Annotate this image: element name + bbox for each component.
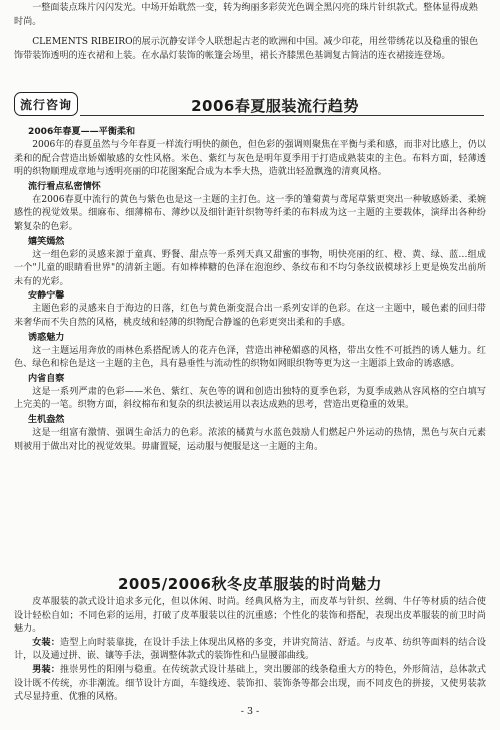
article1-subheading-4: 诱惑魅力 <box>28 332 65 343</box>
article2-title: 2005/2006秋冬皮革服装的时尚魅力 <box>118 575 382 593</box>
article1-paragraph-3: 主题色彩的灵感来自于海边的日落，红色与黄色渐变混合出一系列安详的色彩。在这一主题中，暖色素的回归带来奢华而不失自然的风格，桃皮绒和轻薄的织物配合静谧的色彩更突出柔和的手感。 <box>14 304 486 328</box>
article1-paragraph-2: 这一组色彩的灵感来源于童真、野餐、甜点等一系列天真又甜蜜的事物，明快亮丽的红、橙、黄、绿、蓝…组成一个"儿童的眼睛看世界"的清新主题。有如棒棒糖的色泽在泡泡纱、条纹布和不均匀条纹嵌模球衫上更是焕发出前所未有的光彩。 <box>14 249 486 287</box>
men-label: 男装： <box>32 664 60 675</box>
article1-paragraph-0: 2006年的春夏虽然与今年春夏一样流行明快的颜色，但色彩的强调则聚焦在平衡与柔和感，而非对比感上，仍以柔和的配合营造出娇媚敏感的女性风格。米色、紫红与灰色是明年夏季用于打造成熟装束的主色。布料方面，轻薄透明的织物顺理成章地与透明亮丽的印花图案配合成为本季大热，造就出轻盈飘逸的清爽风格。 <box>14 140 486 178</box>
article1-subheading-6: 生机盎然 <box>28 414 65 425</box>
women-text: 造型上向时装靠拢，在设计手法上体现出风格的多变，并讲究简洁、舒适。与皮革、纺织等面料的结合设计，以及通过拼、嵌、镶等手法，强调整体款式的装饰性和凸显腰部曲线。 <box>14 637 486 662</box>
article1-subheading-1: 流行看点私密情怀 <box>28 181 101 192</box>
article1-subheading-0: 2006年春夏——平衡柔和 <box>28 127 136 137</box>
article1-body <box>14 125 486 454</box>
intro-paragraph-1: 一整面装点珠片闪闪发光。中场开始耽然一变，转为绚丽多彩荧光色调全黑闪亮的珠片针织款式。整体显得成熟时尚。 <box>14 3 478 27</box>
article1-subheading-2: 嬉笑嫣然 <box>28 236 65 247</box>
intro-paragraph-2: CLEMENTS RIBEIRO的展示沉静安详令人联想起古老的欧洲和中国。减少印花，用丝带绣花以及稳重的银色饰带装饰透明的连衣裙和上装。在水晶灯装饰的帐篷会场里，裙长齐膝黑色基调复古简洁的连衣裙接连登场。 <box>14 37 479 61</box>
article1-paragraph-6: 这是一组富有激情、强调生命活力的色彩。浓浓的橘黄与水蓝色鼓励人们燃起户外运动的热情，黑色与灰白元素则被用于做出对比的视觉效果。毋庸置疑，运动服与便服是这一主题的主角。 <box>14 427 486 452</box>
women-label: 女装： <box>32 637 60 648</box>
article1-paragraph-1: 在2006春夏中流行的黄色与紫色也是这一主题的主打色。这一季的雏菊黄与鸢尾草紫更突出一种敏感娇柔、柔婉感性的视觉效果。细麻布、细薄棉布、薄纱以及细针距针织物等纤柔的布料成为这一主题的主要载体，演绎出各种纷繁复杂的色彩。 <box>14 194 486 232</box>
section-tag-label: 流行咨询 <box>19 97 72 112</box>
article1-title: 2006春夏服装流行趋势 <box>191 97 359 115</box>
article2-body <box>14 596 486 705</box>
article1-paragraph-4: 这一主题运用奔放的雨林色系搭配诱人的花卉色泽，营造出神秘媚惑的风格，带出女性不可抵挡的诱人魅力。红色、绿色和棕色是这一主题的主色，具有悬垂性与流动性的织物如网眼织物等更为这一主题添上致命的诱惑感。 <box>14 345 486 370</box>
article2-women-paragraph <box>14 637 486 664</box>
article1-paragraph-5: 这是一系列严肃的色彩——米色、紫红、灰色等的调和创造出独特的夏季色彩，为夏季成熟从容风格的空白填写上完美的一笔。织物方面，斜纹棉布和复杂的织法被运用以表达成熟的思考，营造出更稳重的效果。 <box>14 386 486 411</box>
men-text: 推崇男性的阳刚与稳重。在传统款式设计基础上，突出腰部的线条稳重大方的特色，外形简洁，总体款式设计既不传统，亦非潮流。细节设计方面，车缝线迹、装饰扣、装饰条等都会出现，而不同皮色的拼接，又使男装款式尽显持重、优雅的风格。 <box>14 664 486 703</box>
page-number: - 3 - <box>240 706 260 717</box>
section-tag-box <box>14 92 78 116</box>
article1-subheading-3: 安静宁馨 <box>28 291 65 302</box>
article1-subheading-5: 内省自察 <box>28 373 65 384</box>
article2-men-paragraph <box>14 664 486 705</box>
article2-intro-paragraph: 皮革服装的款式设计追求多元化，但以休闲、时尚。经典风格为主，而皮革与针织、丝绸、牛仔等材质的结合使设计轻松自如；不同色彩的运用，打破了皮革服装以往的沉重感；个性化的装饰和搭配，表现出皮革服装的前卫时尚魅力。 <box>14 597 486 635</box>
